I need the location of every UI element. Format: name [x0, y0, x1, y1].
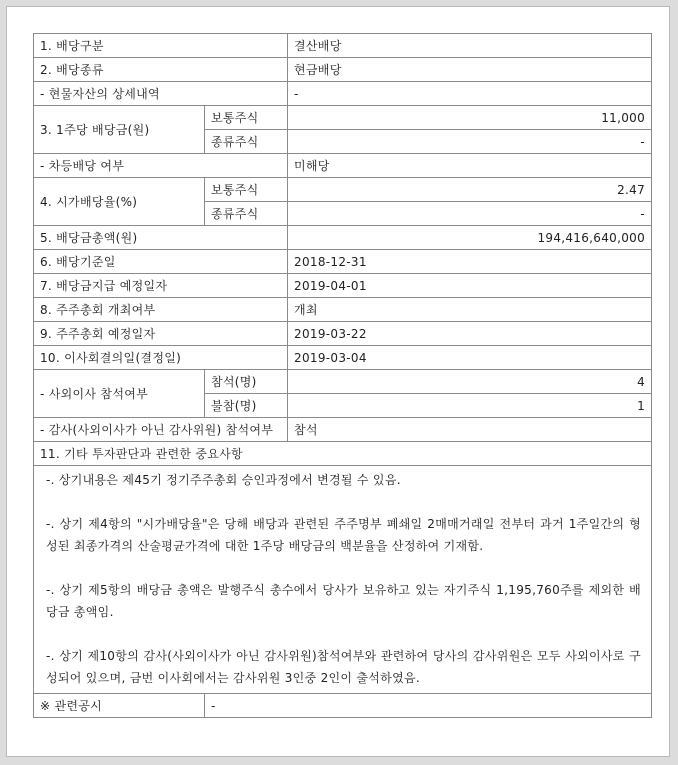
row-record-date: [34, 250, 652, 274]
row-label: 8. 주주총회 개최여부: [34, 298, 288, 322]
row-label: 5. 배당금총액(원): [34, 226, 288, 250]
row-related-disclosure: [34, 694, 652, 718]
row-total-dividend: [34, 226, 652, 250]
row-value: -: [288, 82, 652, 106]
note-paragraph: -. 상기내용은 제45기 정기주주총회 승인과정에서 변경될 수 있음.: [46, 473, 401, 487]
row-label: 1. 배당구분: [34, 34, 288, 58]
section-heading: 11. 기타 투자판단과 관련한 중요사항: [34, 442, 652, 466]
row-auditor-attendance: [34, 418, 652, 442]
sub-label: 종류주식: [205, 130, 288, 154]
sub-label: 보통주식: [205, 178, 288, 202]
row-value: -: [205, 694, 652, 718]
row-other-matters-notes: [34, 466, 652, 694]
sub-label: 불참(명): [205, 394, 288, 418]
row-value: 2018-12-31: [288, 250, 652, 274]
row-value: 1: [288, 394, 652, 418]
notes-cell: [34, 466, 652, 694]
row-dividend-type: [34, 34, 652, 58]
row-label: ※ 관련공시: [34, 694, 205, 718]
row-label: 2. 배당종류: [34, 58, 288, 82]
note-paragraph: -. 상기 제10항의 감사(사외이사가 아닌 감사위원)참석여부와 관련하여 당사의 감사위원은 모두 사외이사로 구성되어 있으며, 금번 이사회에서는 감사위원 3인중 2인이 출석하였음.: [46, 649, 642, 685]
row-value: 2019-03-22: [288, 322, 652, 346]
row-label: - 감사(사외이사가 아닌 감사위원) 참석여부: [34, 418, 288, 442]
row-dps-common: [34, 106, 652, 130]
row-label: 9. 주주총회 예정일자: [34, 322, 288, 346]
row-label: 6. 배당기준일: [34, 250, 288, 274]
page-frame: [6, 6, 670, 757]
note-paragraph: -. 상기 제4항의 "시가배당율"은 당해 배당과 관련된 주주명부 폐쇄일 2매매거래일 전부터 과거 1주일간의 형성된 최종가격의 산술평균가격에 대한 1주당 배당금의 백분율을 산정하여 기재함.: [46, 517, 642, 553]
row-value: 개최: [288, 298, 652, 322]
row-value: 결산배당: [288, 34, 652, 58]
row-other-matters-header: [34, 442, 652, 466]
row-label: 10. 이사회결의일(결정일): [34, 346, 288, 370]
row-value: 11,000: [288, 106, 652, 130]
row-value: 현금배당: [288, 58, 652, 82]
sub-label: 종류주식: [205, 202, 288, 226]
row-label: - 차등배당 여부: [34, 154, 288, 178]
row-value: -: [288, 202, 652, 226]
row-agm-date: [34, 322, 652, 346]
row-label: 7. 배당금지급 예정일자: [34, 274, 288, 298]
row-outside-directors-present: [34, 370, 652, 394]
row-dividend-kind: [34, 58, 652, 82]
row-label: 3. 1주당 배당금(원): [34, 106, 205, 154]
row-label: 4. 시가배당율(%): [34, 178, 205, 226]
row-in-kind-detail: [34, 82, 652, 106]
row-value: 2019-04-01: [288, 274, 652, 298]
row-label: - 사외이사 참석여부: [34, 370, 205, 418]
row-payment-date: [34, 274, 652, 298]
row-value: 참석: [288, 418, 652, 442]
row-value: -: [288, 130, 652, 154]
row-value: 4: [288, 370, 652, 394]
dividend-disclosure-table: [33, 33, 652, 718]
row-board-resolution-date: [34, 346, 652, 370]
row-value: 194,416,640,000: [288, 226, 652, 250]
row-value: 2019-03-04: [288, 346, 652, 370]
sub-label: 참석(명): [205, 370, 288, 394]
row-value: 미해당: [288, 154, 652, 178]
row-value: 2.47: [288, 178, 652, 202]
row-differential-dividend: [34, 154, 652, 178]
row-agm-held: [34, 298, 652, 322]
row-label: - 현물자산의 상세내역: [34, 82, 288, 106]
sub-label: 보통주식: [205, 106, 288, 130]
note-paragraph: -. 상기 제5항의 배당금 총액은 발행주식 총수에서 당사가 보유하고 있는 자기주식 1,195,760주를 제외한 배당금 총액임.: [46, 583, 642, 619]
row-yield-common: [34, 178, 652, 202]
